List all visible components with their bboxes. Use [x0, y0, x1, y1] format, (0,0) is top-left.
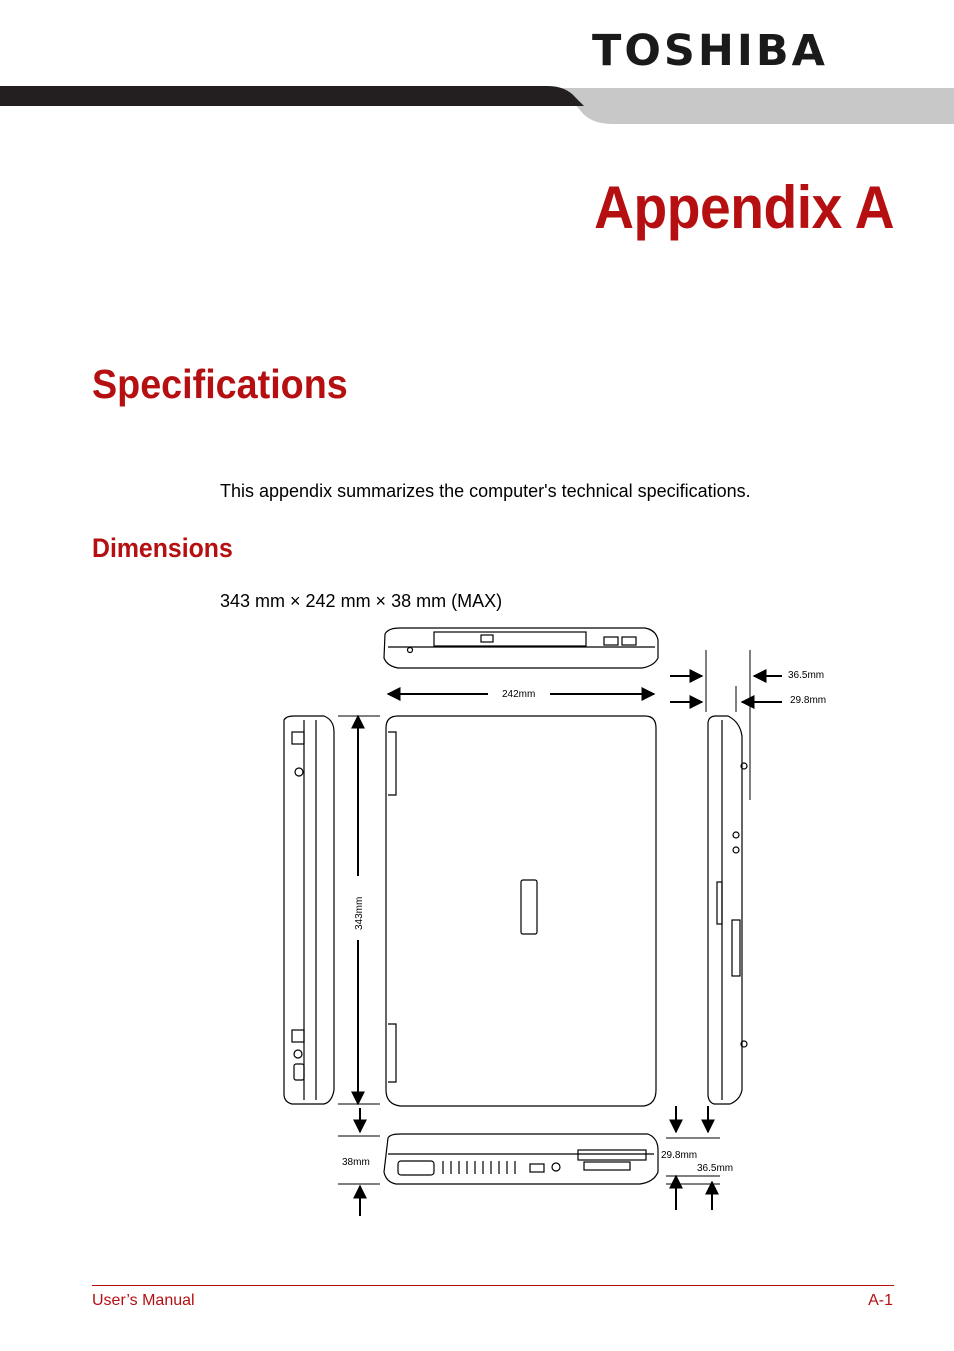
dimensions-text: 343 mm × 242 mm × 38 mm (MAX): [220, 591, 503, 611]
thin-top-label: 29.8mm: [790, 695, 827, 706]
laptop-back-view: [384, 628, 658, 668]
laptop-front-view: [384, 1134, 658, 1184]
height-label: 38mm: [342, 1157, 370, 1168]
header-band: [0, 80, 954, 130]
dimension-lines: [358, 676, 782, 1216]
width-label: 242mm: [502, 689, 536, 700]
footer-page-number: A-1: [868, 1292, 893, 1309]
footer-rule: [92, 1285, 894, 1286]
dimensions-heading: Dimensions: [92, 533, 233, 563]
extension-lines: [338, 650, 750, 1184]
thin-bottom-label: 29.8mm: [661, 1150, 698, 1161]
toshiba-logo: TOSHIBA: [592, 26, 828, 76]
laptop-right-view: [708, 716, 747, 1104]
dimensions-diagram: [270, 620, 860, 1220]
footer-manual-title: User’s Manual: [92, 1292, 195, 1309]
intro-paragraph: This appendix summarizes the computer's technical specifications.: [220, 481, 751, 501]
laptop-top-view: [386, 716, 656, 1106]
header-band-light: [560, 88, 954, 124]
header-band-dark: [0, 86, 584, 106]
section-title: Specifications: [92, 361, 348, 407]
laptop-front-vents: [443, 1161, 515, 1174]
chapter-title: Appendix A: [593, 174, 894, 241]
depth-label: 343mm: [354, 896, 365, 930]
laptop-left-view: [284, 716, 334, 1104]
thick-bottom-label: 36.5mm: [697, 1163, 734, 1174]
thick-top-label: 36.5mm: [788, 670, 825, 681]
